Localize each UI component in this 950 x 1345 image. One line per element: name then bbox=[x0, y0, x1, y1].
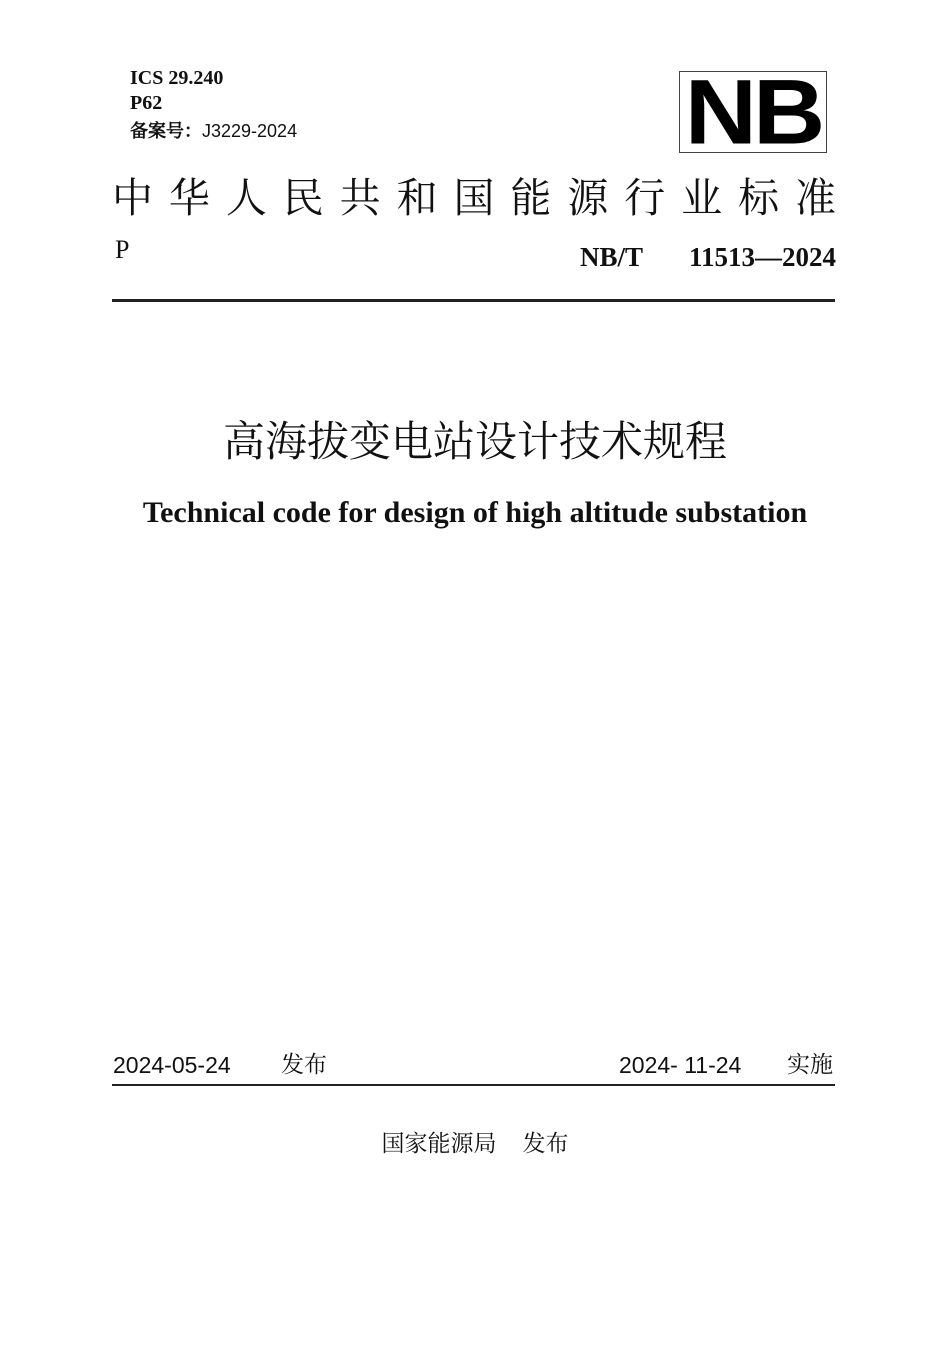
filing-number: J3229-2024 bbox=[202, 121, 298, 141]
issuer-name: 国家能源局 bbox=[381, 1131, 497, 1157]
standard-serial: 11513—2024 bbox=[688, 242, 836, 272]
ccs-code: P62 bbox=[130, 92, 163, 114]
ics-code: ICS 29.240 bbox=[130, 67, 224, 89]
filing-label: 备案号： bbox=[130, 121, 202, 142]
nb-logo bbox=[679, 71, 827, 153]
title-english: Technical code for design of high altitude substation bbox=[142, 496, 808, 529]
issuer-action: 发布 bbox=[522, 1131, 569, 1157]
standard-type-heading: 中华人民共和国能源行业标准 bbox=[112, 174, 836, 222]
issuer-line bbox=[0, 1128, 950, 1160]
filing-number-line bbox=[130, 118, 297, 145]
standard-number bbox=[580, 241, 836, 273]
implement-date: 2024- 11-24 bbox=[619, 1052, 742, 1078]
top-divider bbox=[112, 299, 835, 302]
standard-code: NB/T bbox=[579, 242, 643, 272]
release-date: 2024-05-24 bbox=[113, 1052, 231, 1078]
bottom-divider bbox=[112, 1084, 835, 1086]
title-chinese: 高海拔变电站设计技术规程 bbox=[222, 417, 727, 466]
nb-logo-text: NB bbox=[684, 71, 822, 153]
release-label: 发布 bbox=[281, 1052, 327, 1078]
implement-label: 实施 bbox=[787, 1052, 833, 1078]
category-letter: P bbox=[115, 235, 130, 264]
